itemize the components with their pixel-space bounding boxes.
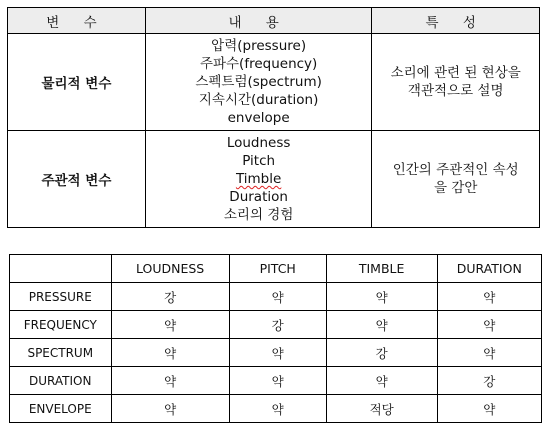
content-cell-physical: [145, 34, 372, 131]
header-content: 내 용: [145, 8, 372, 34]
content-line: 소리의 경험: [223, 207, 294, 223]
row-label: PRESSURE: [10, 283, 112, 311]
content-line: envelope: [227, 110, 290, 126]
column-header: LOUDNESS: [111, 255, 229, 283]
table-row-physical: [8, 34, 540, 131]
table-cell: 약: [229, 367, 326, 395]
content-line: Loudness: [226, 135, 291, 151]
content-line: 지속시간(duration): [198, 92, 319, 108]
table-row: [10, 395, 542, 423]
spellcheck-word: Timble: [235, 171, 282, 187]
content-line: 스펙트럼(spectrum): [195, 74, 322, 90]
feature-line: 을 감안: [433, 180, 478, 196]
table-cell: 약: [111, 339, 229, 367]
row-label: FREQUENCY: [10, 311, 112, 339]
table-cell: 강: [326, 339, 437, 367]
table-cell: 적당: [326, 395, 437, 423]
content-cell-subjective: [145, 131, 372, 228]
feature-line: 객관적으로 설명: [407, 83, 504, 99]
table-row-subjective: [8, 131, 540, 228]
row-label: ENVELOPE: [10, 395, 112, 423]
row-label: DURATION: [10, 367, 112, 395]
table-cell: 약: [326, 311, 437, 339]
header-variable: 변 수: [8, 8, 146, 34]
variables-table-header: [8, 8, 540, 34]
table-cell: 약: [111, 367, 229, 395]
table-row: [10, 283, 542, 311]
content-line: 압력(pressure): [211, 38, 307, 54]
variables-table: [7, 7, 540, 228]
table-row: [10, 367, 542, 395]
column-header: TIMBLE: [326, 255, 437, 283]
content-line: Pitch: [242, 153, 276, 169]
relationship-table: [9, 254, 542, 423]
content-line: [146, 170, 372, 188]
feature-cell-physical: [372, 34, 540, 131]
row-label-subjective: 주관적 변수: [8, 131, 146, 228]
content-line: 주파수(frequency): [199, 56, 318, 72]
table-cell: 약: [229, 339, 326, 367]
table-cell: 약: [229, 395, 326, 423]
table-row: [10, 311, 542, 339]
table-cell: 약: [111, 395, 229, 423]
table-cell: 약: [437, 339, 541, 367]
row-label: SPECTRUM: [10, 339, 112, 367]
header-feature: 특 성: [372, 8, 540, 34]
table-cell: 강: [229, 311, 326, 339]
feature-cell-subjective: [372, 131, 540, 228]
content-line: Duration: [229, 189, 288, 205]
table-cell: 약: [111, 311, 229, 339]
table-cell: 약: [437, 395, 541, 423]
table-cell: 강: [437, 367, 541, 395]
corner-cell: [10, 255, 112, 283]
table-cell: 약: [229, 283, 326, 311]
column-header: PITCH: [229, 255, 326, 283]
row-label-physical: 물리적 변수: [8, 34, 146, 131]
table-cell: 강: [111, 283, 229, 311]
table-row: [10, 339, 542, 367]
feature-line: 소리에 관련 된 현상을: [390, 65, 521, 81]
column-header: DURATION: [437, 255, 541, 283]
table-cell: 약: [437, 311, 541, 339]
relationship-header-row: [10, 255, 542, 283]
feature-line: 인간의 주관적인 속성: [392, 162, 519, 178]
table-cell: 약: [437, 283, 541, 311]
table-cell: 약: [326, 367, 437, 395]
table-cell: 약: [326, 283, 437, 311]
